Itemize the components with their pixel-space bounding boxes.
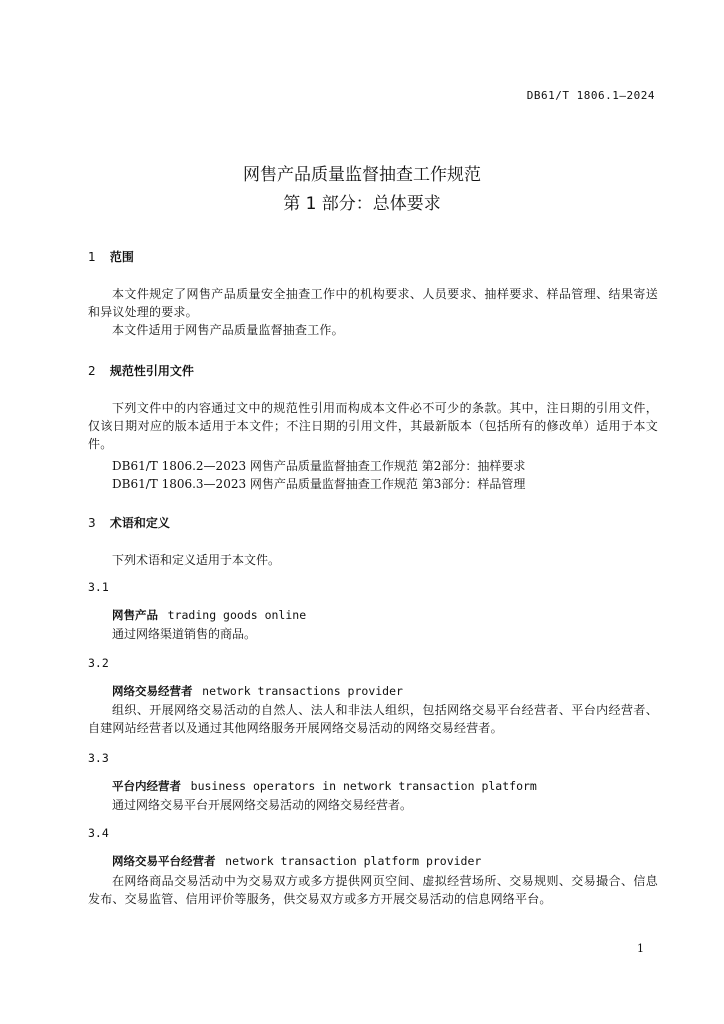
term-number: 3.3 (88, 751, 109, 765)
paragraph: 本文件适用于网售产品质量监督抽查工作。 (112, 323, 344, 337)
section-3-intro: 下列术语和定义适用于本文件。 (112, 553, 281, 567)
term-heading (112, 853, 481, 869)
document-number: DB61/T 1806.1—2024 (526, 89, 655, 102)
section-title: 术语和定义 (109, 516, 170, 530)
section-heading-3 (88, 514, 170, 531)
term-chinese: 平台内经营者 (112, 779, 181, 793)
term-number: 3.4 (88, 826, 109, 840)
section-2-body (88, 399, 658, 453)
page-number: 1 (637, 942, 644, 955)
paragraph: 在网络商品交易活动中为交易双方或多方提供网页空间、虚拟经营场所、交易规则、交易撮合、信息发布、交易监管、信用评价等服务，供交易双方或多方开展交易活动的信息网络平台。 (88, 874, 658, 906)
term-heading (112, 607, 306, 623)
term-english: business operators in network transaction platform (190, 779, 537, 793)
term-heading (112, 778, 537, 794)
section-heading-2 (88, 362, 194, 379)
document-title: 网售产品质量监督抽查工作规范 (243, 165, 481, 185)
normative-reference-2: DB61/T 1806.3—2023 网售产品质量监督抽查工作规范 第3部分：样品管理 (112, 477, 526, 491)
section-number: 3 (88, 516, 96, 530)
term-definition (88, 701, 658, 737)
section-number: 2 (88, 364, 96, 378)
section-number: 1 (88, 250, 96, 264)
term-definition: 通过网络渠道销售的商品。 (112, 627, 257, 641)
term-number: 3.1 (88, 580, 109, 594)
section-title: 范围 (109, 250, 134, 264)
paragraph: 组织、开展网络交易活动的自然人、法人和非法人组织，包括网络交易平台经营者、平台内经营者、自建网站经营者以及通过其他网络服务开展网络交易活动的网络交易经营者。 (88, 703, 658, 735)
normative-reference-1: DB61/T 1806.2—2023 网售产品质量监督抽查工作规范 第2部分：抽样要求 (112, 459, 526, 473)
term-definition (88, 872, 658, 908)
section-heading-1 (88, 248, 134, 265)
term-english: network transaction platform provider (225, 854, 482, 868)
section-title: 规范性引用文件 (109, 364, 194, 378)
term-definition: 通过网络交易平台开展网络交易活动的网络交易经营者。 (112, 798, 413, 812)
term-english: network transactions provider (202, 684, 403, 698)
term-english: trading goods online (167, 608, 307, 622)
paragraph: 本文件规定了网售产品质量安全抽查工作中的机构要求、人员要求、抽样要求、样品管理、结果寄送和异议处理的要求。 (88, 287, 658, 319)
term-chinese: 网售产品 (112, 608, 158, 622)
section-1-body (88, 285, 658, 339)
term-heading (112, 683, 403, 699)
document-subtitle: 第 1 部分：总体要求 (283, 194, 441, 214)
term-number: 3.2 (88, 656, 109, 670)
term-chinese: 网络交易平台经营者 (112, 854, 216, 868)
term-chinese: 网络交易经营者 (112, 684, 193, 698)
paragraph: 下列文件中的内容通过文中的规范性引用而构成本文件必不可少的条款。其中，注日期的引用文件，仅该日期对应的版本适用于本文件；不注日期的引用文件，其最新版本（包括所有的修改单）适用于本文件。 (88, 401, 658, 451)
